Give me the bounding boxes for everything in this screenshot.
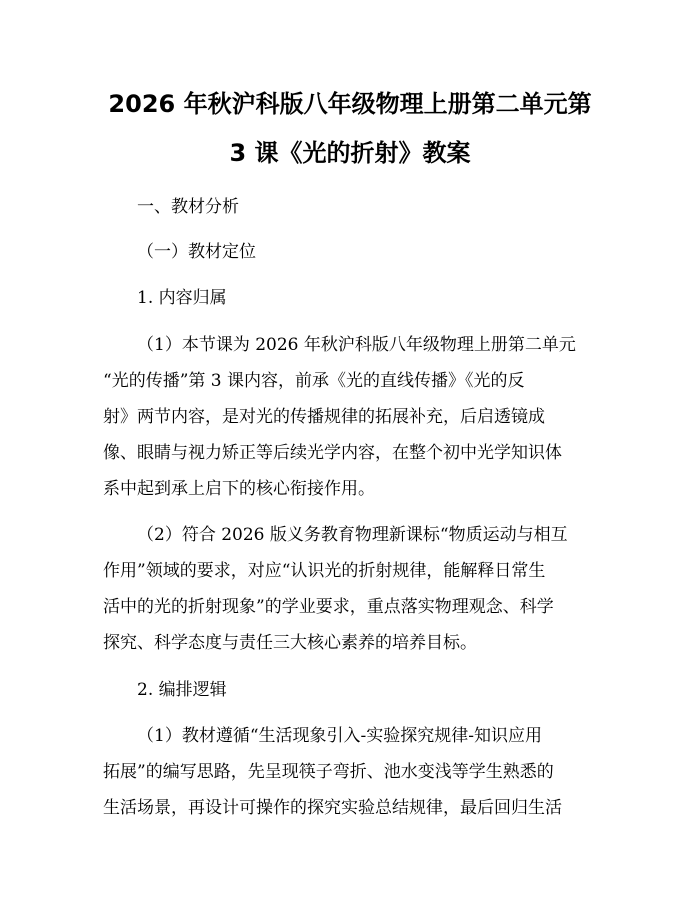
paragraph-line: “光的传播”第 3 课内容，前承《光的直线传播》《光的反 (103, 371, 525, 391)
item-heading: 2. 编排逻辑 (137, 680, 227, 700)
paragraph-line: （1）教材遵循“生活现象引入-实验探究规律-知识应用 (137, 726, 542, 746)
paragraph-line: 像、眼睛与视力矫正等后续光学内容，在整个初中光学知识体 (103, 443, 562, 463)
document-title-line-2: 3 课《光的折射》教案 (229, 139, 471, 167)
document-title-line-1: 2026 年秋沪科版八年级物理上册第二单元第 (108, 90, 592, 118)
paragraph-line: 探究、科学态度与责任三大核心素养的培养目标。 (103, 633, 477, 653)
paragraph-line: （2）符合 2026 版义务教育物理新课标“物质运动与相互 (137, 525, 568, 545)
paragraph-line: 拓展”的编写思路，先呈现筷子弯折、池水变浅等学生熟悉的 (103, 762, 554, 782)
paragraph-line: （1）本节课为 2026 年秋沪科版八年级物理上册第二单元 (137, 335, 576, 355)
section-heading: 一、教材分析 (137, 197, 239, 217)
subsection-heading: （一）教材定位 (137, 242, 256, 262)
paragraph-line: 活中的光的折射现象”的学业要求，重点落实物理观念、科学 (103, 597, 554, 617)
item-heading: 1. 内容归属 (137, 288, 227, 308)
paragraph-line: 生活场景，再设计可操作的探究实验总结规律，最后回归生活 (103, 798, 562, 818)
paragraph-line: 射》两节内容，是对光的传播规律的拓展补充，后启透镜成 (103, 407, 545, 427)
paragraph-line: 系中起到承上启下的核心衔接作用。 (103, 479, 375, 499)
paragraph-line: 作用”领域的要求，对应“认识光的折射规律，能解释日常生 (103, 561, 546, 581)
